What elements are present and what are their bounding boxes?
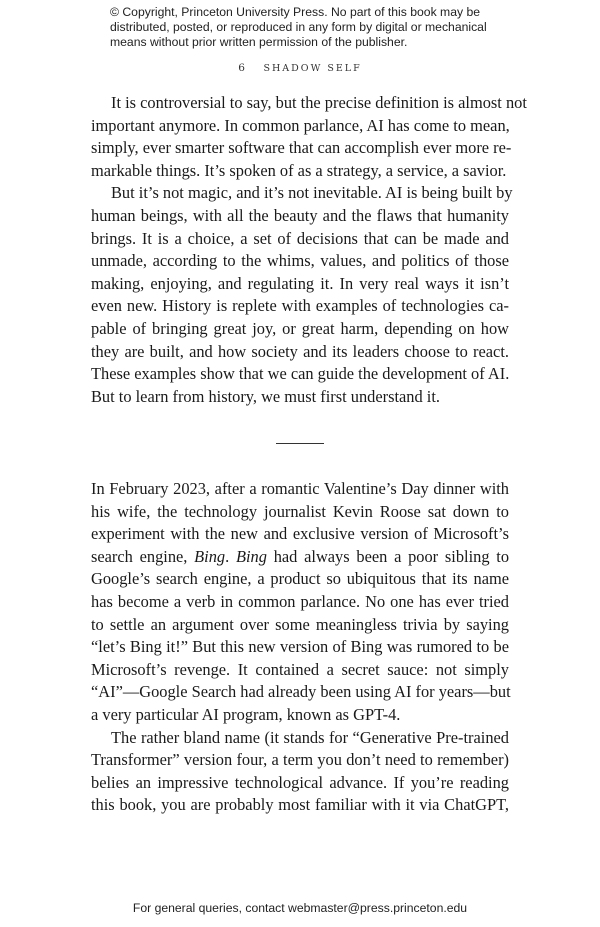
text-line: belies an impressive technological advance. If you’re reading [91,772,509,792]
italic-product-name: Bing [194,546,226,566]
copyright-line: © Copyright, Princeton University Press. No part of this book may be [110,5,481,19]
text-line: simply, ever smarter software that can accomplish ever more re- [91,138,512,158]
text-line: important anymore. In common parlance, AI has come to mean, [91,115,510,135]
text-line: Microsoft’s revenge. It contained a secret sauce: not simply [91,659,509,679]
text-line: brings. It is a choice, a set of decisions that can be made and [91,228,509,248]
text-line: pable of bringing great joy, or great harm, depending on how [91,318,509,338]
text-line: These examples show that we can guide the development of AI. [91,364,510,384]
text-line: they are built, and how society and its leaders choose to react. [91,341,509,361]
text-line: “AI”—Google Search had already been using AI for years—but [91,682,511,702]
text-line: The rather bland name (it stands for “Generative Pre-trained [111,727,509,747]
page-number: 6 [238,62,247,74]
text-line: even new. History is replete with examples of technologies ca- [91,296,509,316]
footer-contact: For general queries, contact webmaster@press.princeton.edu [132,901,468,915]
text-line: has become a verb in common parlance. No one has ever tried [91,591,509,611]
copyright-notice [110,5,530,51]
text-fragment: had always been a poor sibling to [266,546,510,566]
text-line: human beings, with all the beauty and the flaws that humanity [91,205,509,225]
text-line: Transformer” version four, a term you don’t need to remember) [91,750,509,770]
text-line: markable things. It’s spoken of as a strategy, a service, a savior. [91,160,507,180]
text-fragment: search engine, [91,546,195,566]
body-text-section-1 [91,92,527,408]
text-line: unmade, according to the whims, values, and politics of those [91,251,509,271]
copyright-line: distributed, posted, or reproduced in any form by digital or mechanical [110,20,487,35]
body-text-section-2 [91,478,509,817]
text-line: “let’s Bing it!” But this new version of Bing was rumored to be [91,637,509,657]
text-line: his wife, the technology journalist Kevin Roose sat down to [91,501,509,521]
italic-product-name: Bing [235,546,267,566]
copyright-line: means without prior written permission of the publisher. [110,35,408,50]
text-line: experiment with the new and exclusive version of Microsoft’s [91,524,509,544]
running-head [0,62,600,74]
text-fragment: . [225,546,236,566]
text-line: In February 2023, after a romantic Valentine’s Day dinner with [91,479,509,498]
text-line: to settle an argument over some meaningless trivia by saying [91,614,509,634]
text-line: But it’s not magic, and it’s not inevitable. AI is being built by [111,183,513,203]
text-line: making, enjoying, and regulating it. In very real ways it isn’t [91,273,509,293]
section-divider [276,443,324,444]
text-line: It is controversial to say, but the precise definition is almost not [111,93,527,112]
text-line: a very particular AI program, known as GPT-4. [91,704,401,724]
text-line: Google’s search engine, a product so ubiquitous that its name [91,569,509,589]
text-line: But to learn from history, we must first understand it. [91,386,441,406]
text-line: this book, you are probably most familiar with it via ChatGPT, [91,795,509,815]
chapter-title: SHADOW SELF [263,63,362,74]
text-line [91,546,509,569]
